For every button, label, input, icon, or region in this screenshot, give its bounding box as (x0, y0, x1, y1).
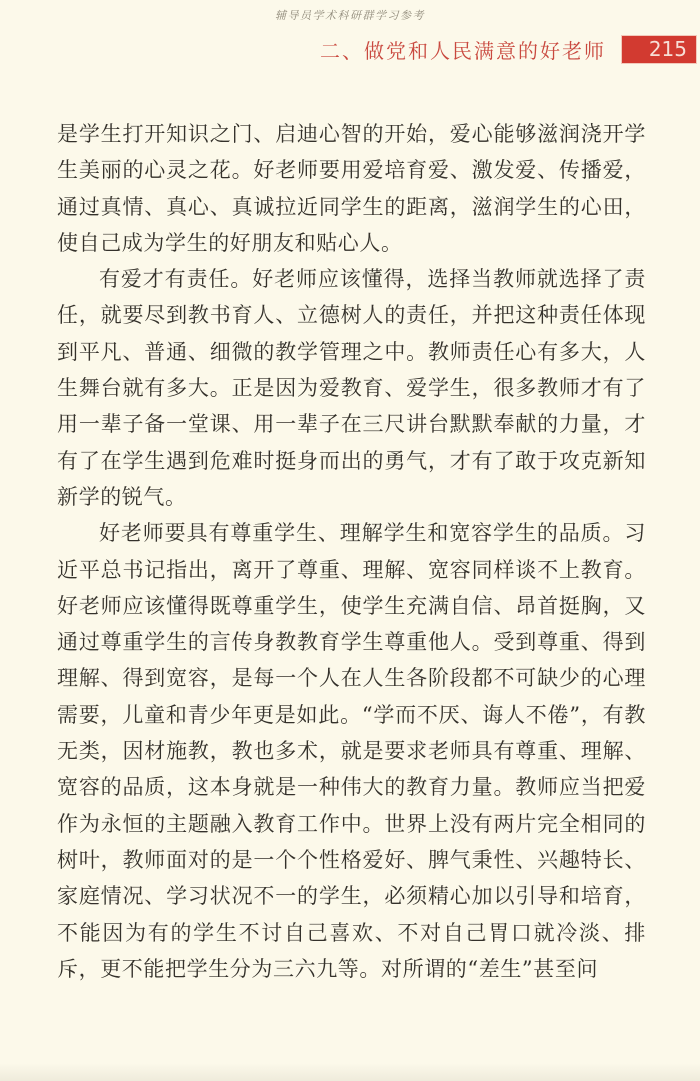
paragraph: 有爱才有责任。好老师应该懂得，选择当教师就选择了责任，就要尽到教书育人、立德树人的责任，并把这种责任体现到平凡、普通、细微的教学管理之中。教师责任心有多大，人生舞台就有多大。正是因为爱教育、爱学生，很多教师才有了用一辈子备一堂课、用一辈子在三尺讲台默默奉献的力量，才有了在学生遇到危难时挺身而出的勇气，才有了敢于攻克新知新学的锐气。 (57, 267, 646, 509)
page-number-badge: 215 (622, 36, 696, 63)
page-header (0, 35, 700, 63)
paragraph: 是学生打开知识之门、启迪心智的开始，爱心能够滋润浇开学生美丽的心灵之花。好老师要用爱培育爱、激发爱、传播爱，通过真情、真心、真诚拉近同学生的距离，滋润学生的心田，使自己成为学生的好朋友和贴心人。 (57, 122, 646, 255)
body-text (57, 116, 646, 987)
chapter-title: 二、做党和人民满意的好老师 (320, 38, 606, 63)
paragraph: 好老师要具有尊重学生、理解学生和宽容学生的品质。习近平总书记指出，离开了尊重、理解、宽容同样谈不上教育。好老师应该懂得既尊重学生，使学生充满自信、昂首挺胸，又通过尊重学生的言传身教教育学生尊重他人。受到尊重、得到理解、得到宽容，是每一个人在人生各阶段都不可缺少的心理需要，儿童和青少年更是如此。“学而不厌、诲人不倦”，有教无类，因材施教，教也多术，就是要求老师具有尊重、理解、宽容的品质，这本身就是一种伟大的教育力量。教师应当把爱作为永恒的主题融入教育工作中。世界上没有两片完全相同的树叶，教师面对的是一个个性格爱好、脾气秉性、兴趣特长、家庭情况、学习状况不一的学生，必须精心加以引导和培育，不能因为有的学生不讨自己喜欢、不对自己胃口就冷淡、排斥，更不能把学生分为三六九等。对所谓的“差生”甚至问 (57, 521, 646, 981)
running-head: 辅导员学术科研群学习参考 (275, 9, 425, 22)
